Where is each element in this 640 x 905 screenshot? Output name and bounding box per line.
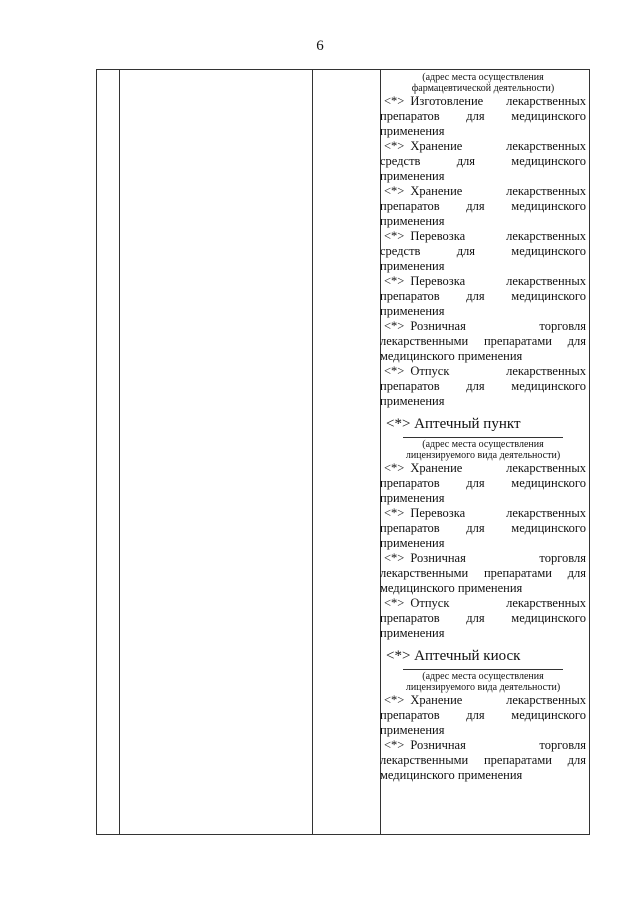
address-caption-line: (адрес места осуществления [422,671,544,682]
section-title-text: Аптечный киоск [414,648,521,664]
marker: <*> [384,506,405,520]
marker: <*> [384,319,405,333]
marker: <*> [384,229,405,243]
activity-cell [380,70,586,783]
address-caption-line: лицензируемого вида деятельности) [405,450,561,461]
activity-item [380,319,586,364]
address-caption [380,437,586,461]
column-divider [312,70,313,834]
marker: <*> [384,551,405,565]
marker: <*> [384,139,405,153]
marker: <*> [384,274,405,288]
section-title-pharmacy-kiosk [386,647,586,665]
activity-item [380,551,586,596]
marker: <*> [384,184,405,198]
activity-item [380,596,586,641]
activity-text: Перевозка лекарственных препаратов для медицинского применения [380,274,586,318]
activity-text: Хранение лекарственных средств для медицинского применения [380,139,586,183]
address-caption-line: лицензируемого вида деятельности) [405,682,561,693]
address-caption-line: (адрес места осуществления [422,72,544,83]
marker: <*> [386,648,411,664]
activity-text: Изготовление лекарственных препаратов для медицинского применения [380,94,586,138]
activity-item [380,738,586,783]
section-title-pharmacy-point [386,415,586,433]
activity-list [380,693,586,783]
activity-item [380,139,586,184]
activity-text: Розничная торговля лекарственными препаратами для медицинского применения [380,738,586,782]
activity-item [380,693,586,738]
activity-item [380,229,586,274]
activity-text: Хранение лекарственных препаратов для медицинского применения [380,184,586,228]
activity-item [380,94,586,139]
activity-item [380,461,586,506]
marker: <*> [384,94,405,108]
activity-text: Хранение лекарственных препаратов для медицинского применения [380,693,586,737]
page-number: 6 [316,38,324,54]
marker: <*> [384,596,405,610]
activity-item [380,184,586,229]
license-table [96,69,590,835]
activity-list [380,461,586,641]
activity-item [380,364,586,409]
marker: <*> [386,416,411,432]
activity-list [380,94,586,409]
column-divider [119,70,120,834]
activity-text: Отпуск лекарственных препаратов для медицинского применения [380,364,586,408]
activity-text: Перевозка лекарственных средств для медицинского применения [380,229,586,273]
marker: <*> [384,461,405,475]
marker: <*> [384,693,405,707]
activity-text: Перевозка лекарственных препаратов для медицинского применения [380,506,586,550]
address-caption-line: фармацевтической деятельности) [411,83,555,94]
activity-text: Отпуск лекарственных препаратов для медицинского применения [380,596,586,640]
activity-text: Хранение лекарственных препаратов для медицинского применения [380,461,586,505]
address-blank-line [403,437,563,438]
activity-item [380,506,586,551]
section-title-text: Аптечный пункт [414,416,521,432]
marker: <*> [384,738,405,752]
marker: <*> [384,364,405,378]
address-blank-line [403,669,563,670]
activity-text: Розничная торговля лекарственными препаратами для медицинского применения [380,319,586,363]
activity-item [380,274,586,319]
address-caption-line: (адрес места осуществления [422,439,544,450]
activity-text: Розничная торговля лекарственными препаратами для медицинского применения [380,551,586,595]
address-caption [380,72,586,94]
address-caption [380,669,586,693]
